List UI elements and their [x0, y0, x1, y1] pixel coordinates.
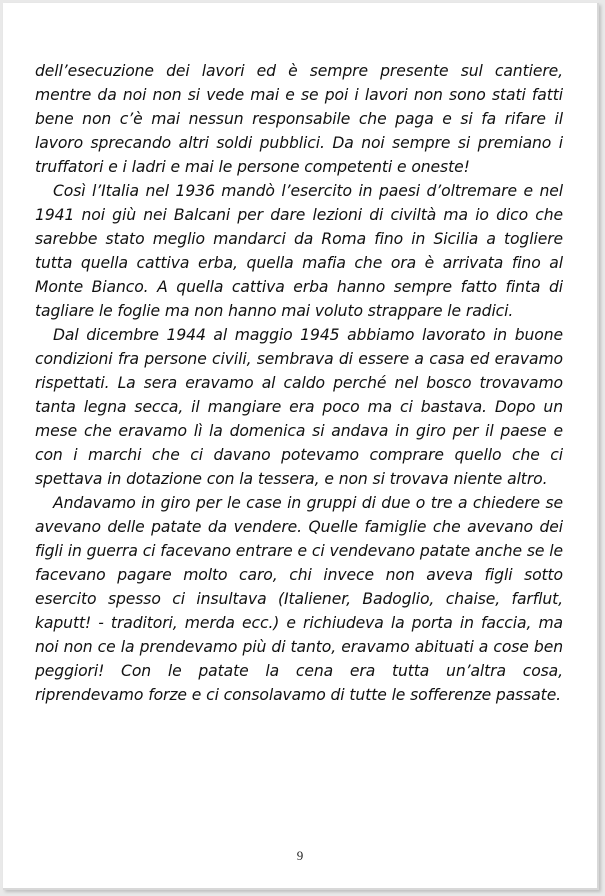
page-number: 9: [296, 848, 304, 863]
paragraph-1: dell’esecuzione dei lavori ed è sempre presente sul cantiere, mentre da noi non si vede mai e se poi i lavori non sono stati fatti bene non c’è mai nessun responsabile che paga e si fa rifare il lavoro sprecando altri soldi pubblici. Da noi sempre si premiano i truffatori e i ladri e mai le persone competenti e oneste!: [35, 62, 563, 176]
paragraph-3: Dal dicembre 1944 al maggio 1945 abbiamo lavorato in buone condizioni fra persone civili, sembrava di essere a casa ed eravamo rispettati. La sera eravamo al caldo perché nel bosco trovavamo tanta legna secca, il mangiare era poco ma ci bastava. Dopo un mese che eravamo lì la domenica si andava in giro per il paese e con i marchi che ci davano potevamo comprare quello che ci spettava in dotazione con la tessera, e non si trovava niente altro.: [35, 326, 563, 488]
paragraph-2: Così l’Italia nel 1936 mandò l’esercito in paesi d’oltremare e nel 1941 noi giù nei Balcani per dare lezioni di civiltà ma io dico che sarebbe stato meglio mandarci da Roma fino in Sicilia a togliere tutta quella cattiva erba, quella mafia che ora è arrivata fino al Monte Bianco. A quella cattiva erba hanno sempre fatto finta di tagliare le foglie ma non hanno mai voluto strappare le radici.: [35, 182, 563, 320]
body-text: [35, 59, 563, 707]
book-page: [3, 3, 599, 890]
paragraph-4: Andavamo in giro per le case in gruppi di due o tre a chiedere se avevano delle patate da vendere. Quelle famiglie che avevano dei figli in guerra ci facevano entrare e ci vendevano patate anche se le facevano pagare molto caro, chi invece non aveva figli sotto esercito spesso ci insultava (Italiener, Badoglio, chaise, farflut, kaputt! - traditori, merda ecc.) e richiudeva la porta in faccia, ma noi non ce la prendevamo più di tanto, eravamo abituati a cose ben peggiori! Con le patate la cena era tutta un’altra cosa, riprendevamo forze e ci consolavamo di tutte le sofferenze passate.: [35, 494, 563, 704]
